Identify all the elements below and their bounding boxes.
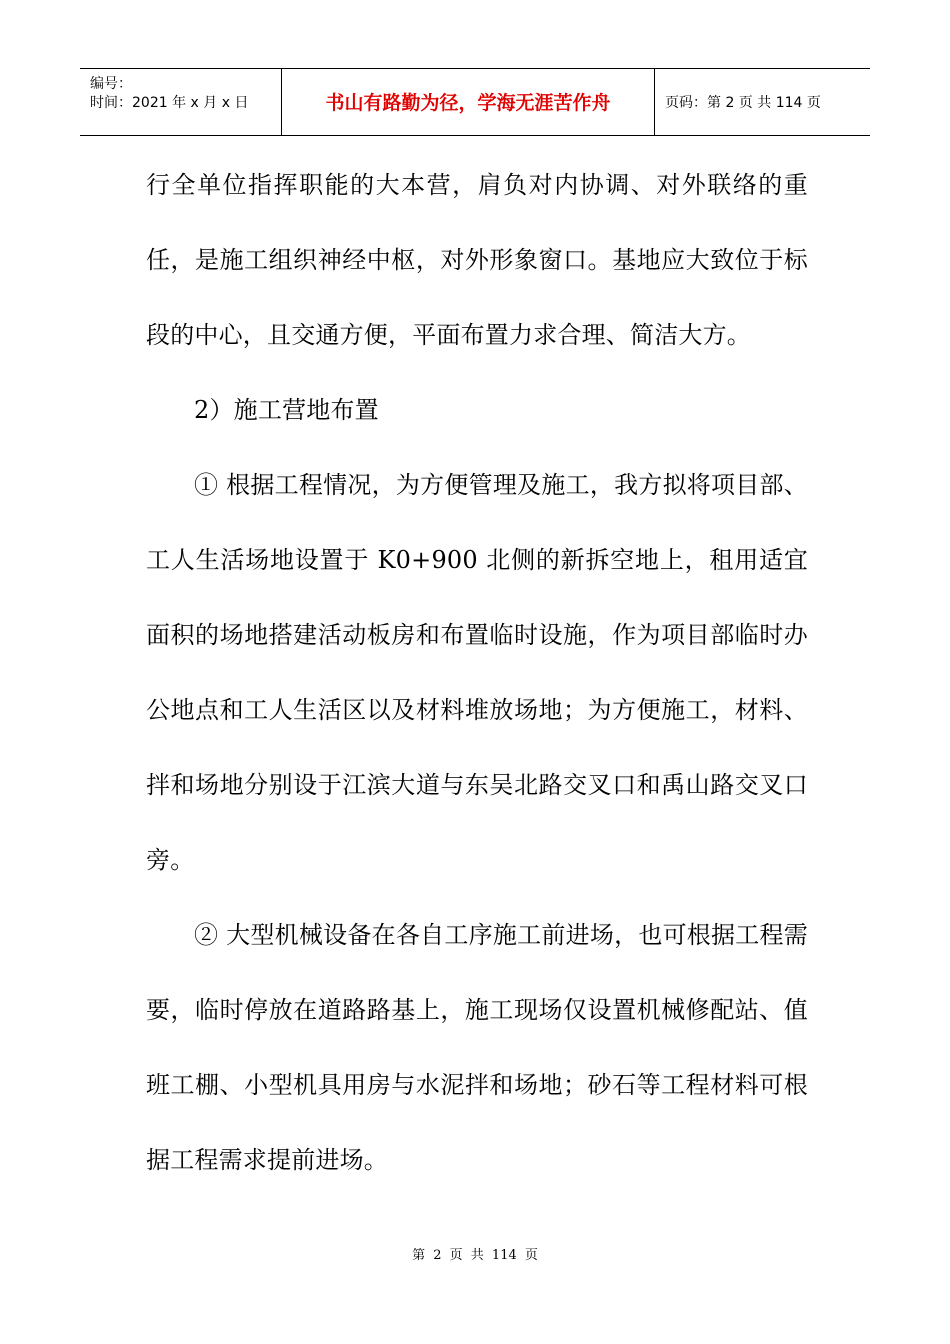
paragraph-item-2: ② 大型机械设备在各自工序施工前进场，也可根据工程需要，临时停放在道路路基上，施工现场仅设置机械修配站、值班工棚、小型机具用房与水泥拌和场地；砂石等工程材料可根据工程需求提前进场。 [146, 921, 808, 1174]
page-header [80, 68, 870, 136]
document-date: 时间：2021 年 x 月 x 日 [90, 95, 249, 111]
document-number-label: 编号： [90, 76, 132, 92]
header-meta [80, 69, 282, 135]
section-heading: 2）施工营地布置 [194, 396, 379, 424]
paragraph-item-1: ① 根据工程情况，为方便管理及施工，我方拟将项目部、工人生活场地设置于 K0+900 北侧的新拆空地上，租用适宜面积的场地搭建活动板房和布置临时设施，作为项目部临时办公地点和工人生活区以及材料堆放场地；为方便施工，材料、拌和场地分别设于江滨大道与东吴北路交叉口和禹山路交叉口旁。 [146, 471, 808, 874]
header-page-info: 页码：第 2 页 共 114 页 [665, 95, 821, 111]
header-motto: 书山有路勤为径，学海无涯苦作舟 [282, 69, 655, 135]
page-footer: 第 2 页 共 114 页 [412, 1248, 538, 1263]
document-body [146, 148, 808, 1198]
paragraph-1: 行全单位指挥职能的大本营，肩负对内协调、对外联络的重任，是施工组织神经中枢，对外形象窗口。基地应大致位于标段的中心，且交通方便，平面布置力求合理、简洁大方。 [146, 171, 808, 349]
